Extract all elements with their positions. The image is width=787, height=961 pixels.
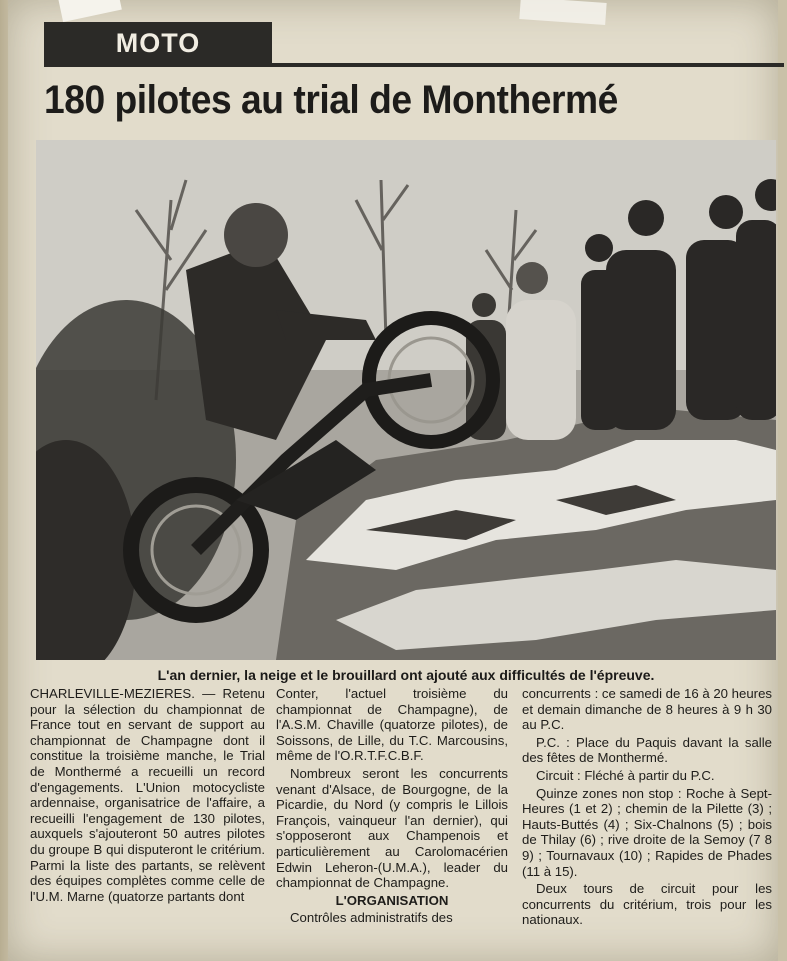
headline: 180 pilotes au trial de Monthermé xyxy=(44,78,618,122)
article-column-2 xyxy=(276,686,508,928)
photo-trial-rider xyxy=(36,140,776,660)
organisation-subhead: L'ORGANISATION xyxy=(335,892,449,908)
column-1-paragraph: CHARLEVILLE-MEZIERES. — Retenu pour la sélection du championnat de France tout en servant de support au championnat de Champagne dont il constitue la troisième manche, le Trial de Monthermé a recueilli un record d'engagements. L'Union motocycliste ardennaise, organisatrice de l'affaire, a recueilli l'engagement de 130 pilotes, auxquels s'ajouteront 50 autres pilotes du groupe B qui disputeront le critérium. Parmi la liste des partants, se relèvent des équipes complètes comme celle de l'U.M. Marne (quatorze partants dont xyxy=(30,686,265,904)
column-3-paragraph-4: Quinze zones non stop : Roche à Sept-Heures (1 et 2) ; chemin de la Pilette (3) ; Hauts-Buttés (4) ; Six-Chalnons (5) ; bois de Thilay (6) ; rive droite de la Semoy (7 8 9) ; Tournavaux (10) ; Rapides de Phades (11 à 15). xyxy=(522,785,772,879)
photo-caption: L'an dernier, la neige et le brouillard ont ajouté aux difficultés de l'épreuve. xyxy=(157,667,655,683)
column-3-paragraph-5: Deux tours de circuit pour les concurrents du critérium, trois pour les nationaux. xyxy=(522,881,772,928)
column-3-paragraph-1: concurrents : ce samedi de 16 à 20 heures et demain dimanche de 8 heures à 9 h 30 au P.C. xyxy=(522,686,772,733)
column-2-paragraph-3: Contrôles administratifs des xyxy=(290,910,453,926)
photo-illustration xyxy=(36,140,776,660)
column-3-paragraph-2: P.C. : Place du Paquis davant la salle des fêtes de Monthermé. xyxy=(522,734,772,766)
article-column-1 xyxy=(30,686,265,906)
article-column-3 xyxy=(522,686,772,930)
column-2-paragraph-1: Conter, l'actuel troisième du championnat de Champagne), de l'A.S.M. Chaville (quatorze pilotes), de Soissons, de Lille, du T.C. Marcousins, même de l'O.R.T.F.C.B.F. xyxy=(276,686,508,764)
column-3-paragraph-3: Circuit : Fléché à partir du P.C. xyxy=(536,767,715,783)
section-tag: MOTO xyxy=(44,22,272,64)
section-rule xyxy=(44,63,784,67)
column-2-paragraph-2: Nombreux seront les concurrents venant d'Alsace, de Bourgogne, de la Picardie, du Nord (y compris le Lillois François, vainqueur l'an dernier), qui s'opposeront aux Champenois et particulièrement au Carolomacérien Edwin Leheron-(U.M.A.), leader du championnat de Champagne. xyxy=(276,765,508,891)
